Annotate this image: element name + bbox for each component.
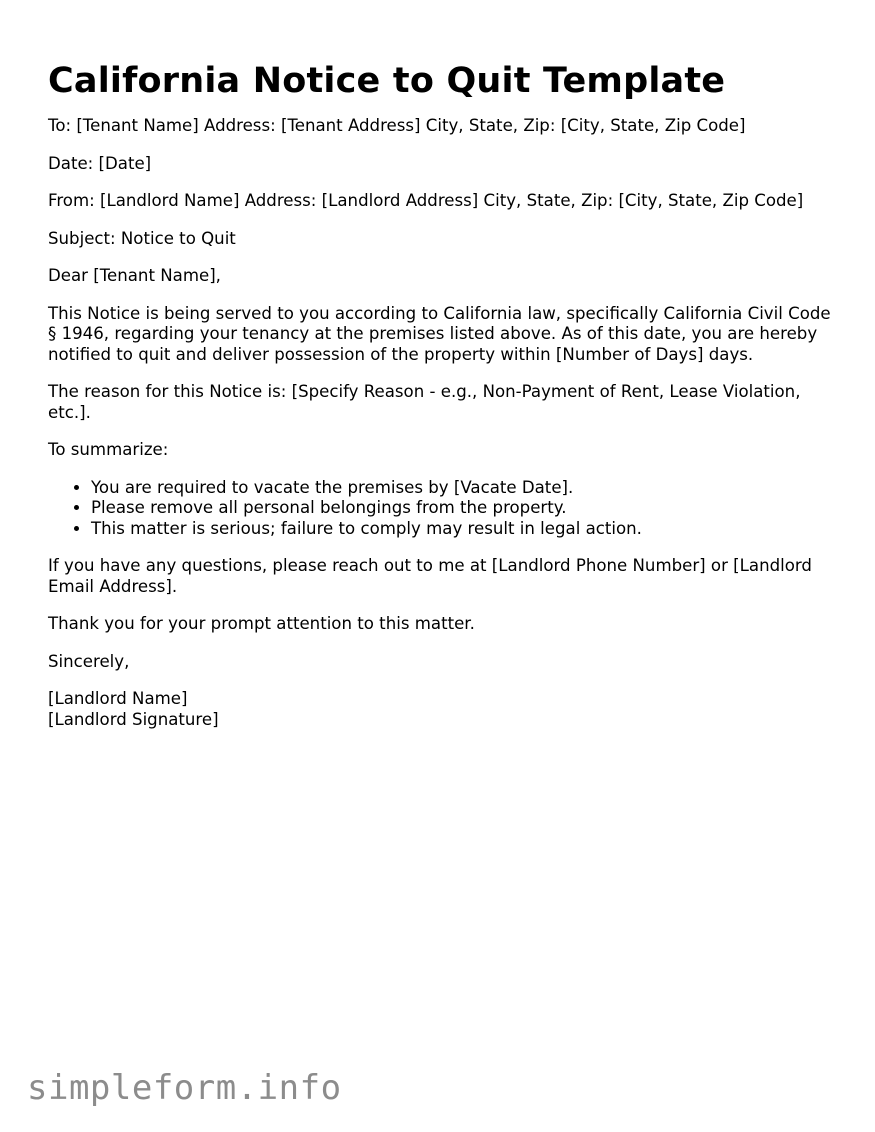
subject-line: Subject: Notice to Quit <box>48 228 236 248</box>
to-line: To: [Tenant Name] Address: [Tenant Address] City, State, Zip: [City, State, Zip Code] <box>48 116 746 135</box>
signature-placeholder: [Landlord Signature] <box>48 709 219 729</box>
document-title: California Notice to Quit Template <box>48 61 726 101</box>
thanks-line: Thank you for your prompt attention to this matter. <box>48 614 475 633</box>
date-line: Date: [Date] <box>48 153 152 173</box>
summary-intro: To summarize: <box>48 440 169 459</box>
signature-name: [Landlord Name] <box>48 689 188 708</box>
closing: Sincerely, <box>48 651 130 671</box>
summary-list-item: • You are required to vacate the premises by [Vacate Date]. <box>91 478 838 499</box>
contact-paragraph: If you have any questions, please reach out to me at [Landlord Phone Number] or [Landlord Email Address]. <box>48 556 812 596</box>
body-paragraph-reason: The reason for this Notice is: [Specify Reason - e.g., Non-Payment of Rent, Lease Violation, etc.]. <box>48 382 801 422</box>
document-page <box>48 58 838 747</box>
from-line: From: [Landlord Name] Address: [Landlord Address] City, State, Zip: [City, State, Zip Code] <box>48 191 804 210</box>
summary-list-item: • Please remove all personal belongings from the property. <box>91 498 838 519</box>
site-watermark: simpleform.info <box>27 1068 342 1108</box>
signature-block <box>48 689 838 730</box>
summary-list <box>48 478 838 540</box>
summary-list-item: • This matter is serious; failure to comply may result in legal action. <box>91 519 838 540</box>
salutation: Dear [Tenant Name], <box>48 266 221 285</box>
body-paragraph-notice: This Notice is being served to you according to California law, specifically California Civil Code § 1946, regarding your tenancy at the premises listed above. As of this date, you are hereby notified to quit and deliver possession of the property within [Number of Days] days. <box>48 303 831 364</box>
